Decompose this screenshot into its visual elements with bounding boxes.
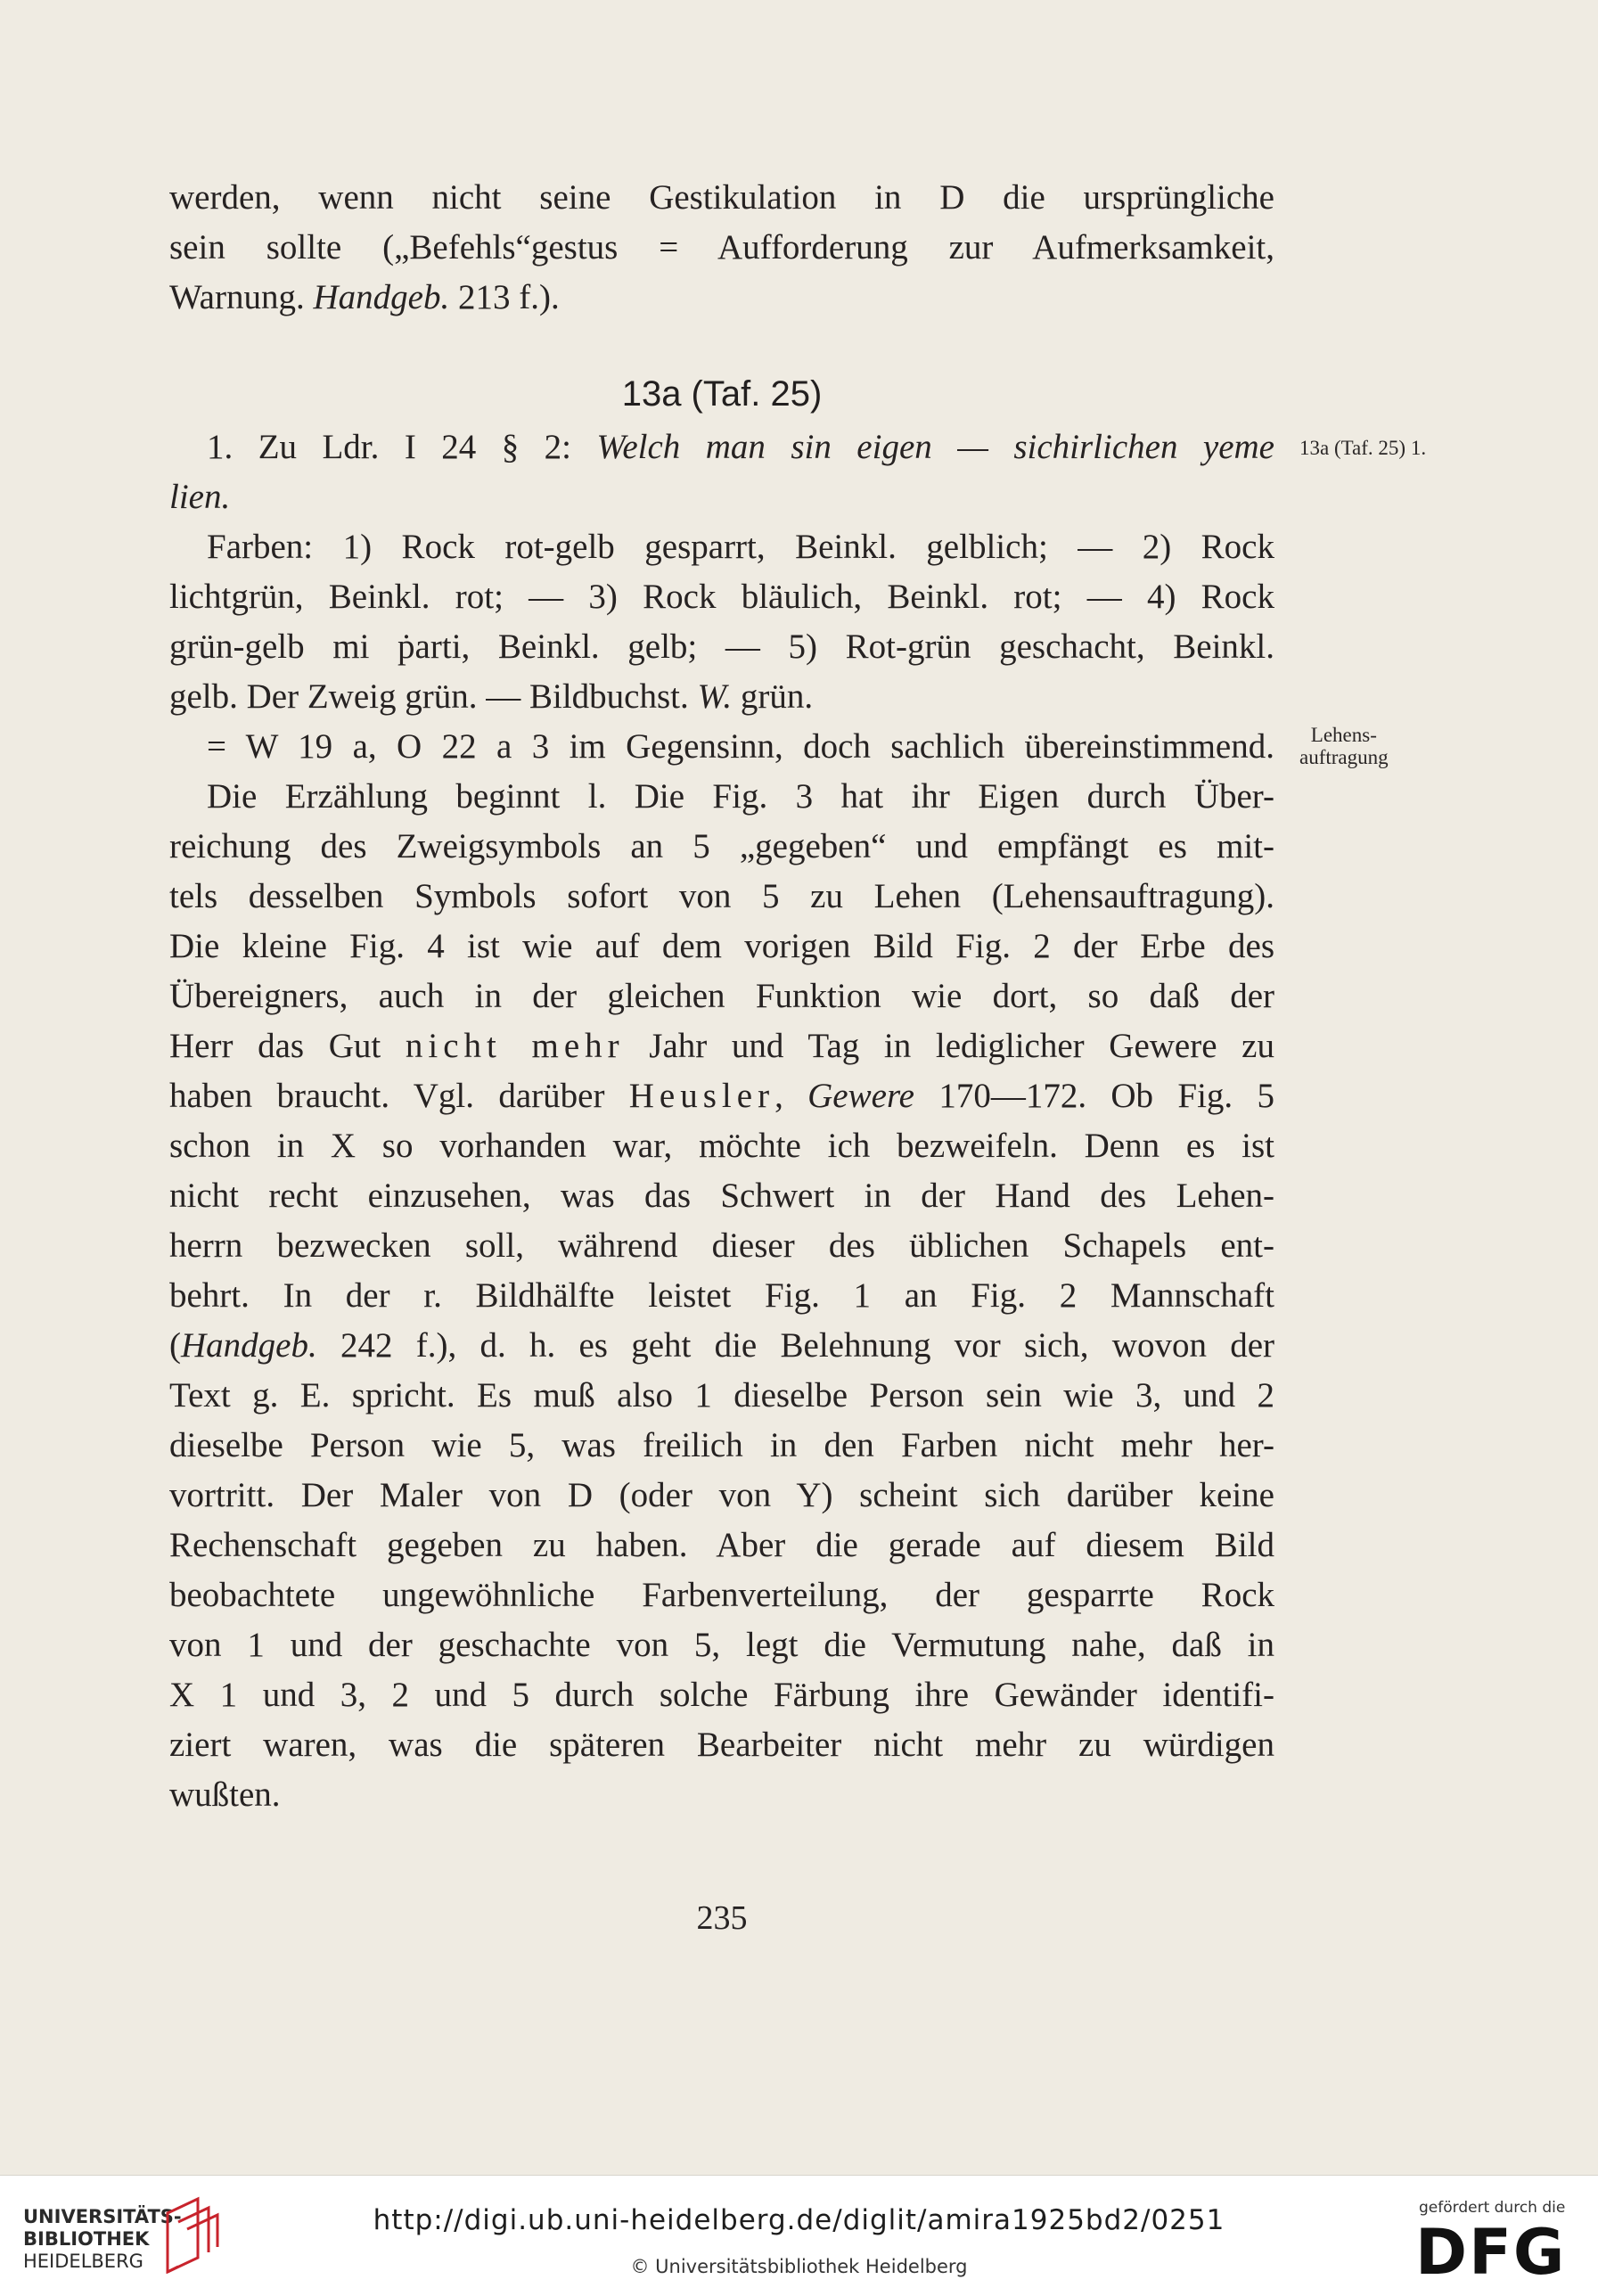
text-line: Herr das Gut nicht mehr Jahr und Tag in lediglicher Gewere zu	[169, 1027, 1274, 1065]
text-line: lichtgrün, Beinkl. rot; — 3) Rock bläulich, Beinkl. rot; — 4) Rock	[169, 578, 1274, 616]
margin-note-line: auftragung	[1299, 746, 1389, 768]
margin-note-section: 13a (Taf. 25) 1.	[1299, 437, 1427, 459]
text-line: dieselbe Person wie 5, was freilich in den Farben nicht mehr her-	[169, 1426, 1274, 1464]
text-line: Die Erzählung beginnt l. Die Fig. 3 hat ihr Eigen durch Über-	[207, 777, 1274, 816]
text-line: nicht recht einzusehen, was das Schwert in der Hand des Lehen-	[169, 1177, 1274, 1215]
margin-note-line: Lehens-	[1310, 724, 1377, 746]
text-line: schon in X so vorhanden war, möchte ich bezweifeln. Denn es ist	[169, 1127, 1274, 1165]
text-line: Warnung. Handgeb. 213 f.).	[169, 278, 560, 316]
text-line: werden, wenn nicht seine Gestikulation in D die ursprüngliche	[169, 178, 1274, 217]
dfg-logo-icon: DFG	[1415, 2216, 1567, 2289]
section-body	[169, 422, 1274, 1820]
funder-label: gefördert durch die	[1419, 2199, 1566, 2217]
text-line: haben braucht. Vgl. darüber Heusler, Gewere 170—172. Ob Fig. 5	[169, 1077, 1274, 1115]
text-line: wußten.	[169, 1775, 281, 1814]
library-name-line: HEIDELBERG	[23, 2251, 143, 2272]
library-name-line: UNIVERSITÄTS-	[23, 2206, 182, 2227]
library-name-line: BIBLIOTHEK	[23, 2228, 150, 2250]
text-line: vortritt. Der Maler von D (oder von Y) scheint sich darüber keine	[169, 1476, 1274, 1514]
text-line: X 1 und 3, 2 und 5 durch solche Färbung ihre Gewänder identifi-	[169, 1676, 1274, 1714]
text-line: herrn bezwecken soll, während dieser des üblichen Schapels ent-	[169, 1226, 1274, 1265]
item-heading-line: 1. Zu Ldr. I 24 § 2: Welch man sin eigen — sichirlichen yeme	[207, 428, 1274, 466]
section-heading: 13a (Taf. 25)	[621, 374, 823, 414]
paragraph-continuation	[169, 173, 1274, 323]
text-line: tels desselben Symbols sofort von 5 zu Lehen (Lehensauftragung).	[169, 877, 1274, 915]
text-line: Rechenschaft gegeben zu haben. Aber die gerade auf diesem Bild	[169, 1526, 1274, 1564]
text-line: ziert waren, was die späteren Bearbeiter nicht mehr zu würdigen	[169, 1726, 1274, 1764]
text-line: Die kleine Fig. 4 ist wie auf dem vorigen Bild Fig. 2 der Erbe des	[169, 927, 1274, 965]
text-line: sein sollte („Befehls“gestus = Aufforderung zur Aufmerksamkeit,	[169, 228, 1274, 266]
viewer-footer	[0, 2175, 1598, 2296]
text-line: behrt. In der r. Bildhälfte leistet Fig. 1 an Fig. 2 Mannschaft	[169, 1276, 1274, 1315]
text-line: grün-gelb mi ṗarti, Beinkl. gelb; — 5) Rot-grün geschacht, Beinkl.	[169, 627, 1274, 666]
margin-note-lehensauftragung	[1299, 724, 1389, 768]
text-line: = W 19 a, O 22 a 3 im Gegensinn, doch sachlich übereinstimmend.	[207, 727, 1274, 766]
text-line: Text g. E. spricht. Es muß also 1 dieselbe Person sein wie 3, und 2	[169, 1376, 1274, 1414]
text-line: lien.	[169, 478, 231, 516]
text-line: beobachtete ungewöhnliche Farbenverteilung, der gesparrte Rock	[169, 1576, 1274, 1614]
text-line: Übereigners, auch in der gleichen Funktion wie dort, so daß der	[169, 977, 1274, 1015]
text-line: von 1 und der geschachte von 5, legt die Vermutung nahe, daß in	[169, 1626, 1274, 1664]
page-number: 235	[696, 1899, 748, 1937]
text-line: gelb. Der Zweig grün. — Bildbuchst. W. grün.	[169, 677, 814, 716]
permalink-url[interactable]: http://digi.ub.uni-heidelberg.de/diglit/amira1925bd2/0251	[373, 2204, 1225, 2236]
copyright-notice: © Universitätsbibliothek Heidelberg	[630, 2256, 968, 2277]
text-line: Farben: 1) Rock rot-gelb gesparrt, Beinkl. gelblich; — 2) Rock	[207, 528, 1274, 566]
text-line: (Handgeb. 242 f.), d. h. es geht die Belehnung vor sich, wovon der	[169, 1326, 1274, 1365]
text-line: reichung des Zweigsymbols an 5 „gegeben“ und empfängt es mit-	[169, 827, 1274, 865]
